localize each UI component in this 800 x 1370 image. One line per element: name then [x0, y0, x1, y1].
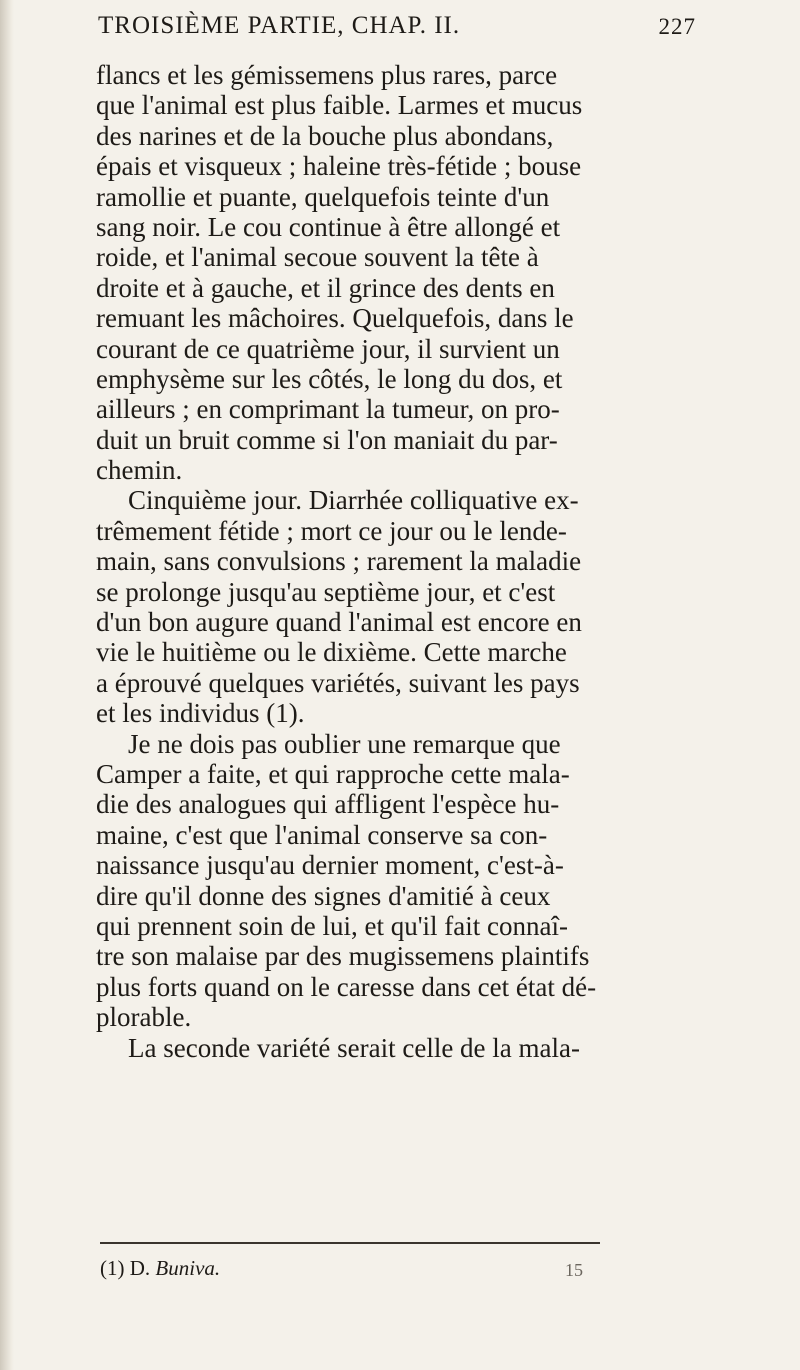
text-line: droite et à gauche, et il grince des dents en: [96, 272, 555, 303]
page-number: 227: [658, 14, 696, 39]
signature-mark: 15: [565, 1260, 583, 1280]
text-line: main, sans convulsions ; rarement la maladie: [96, 546, 582, 577]
text-line: naissance jusqu'au dernier moment, c'est-à-: [96, 850, 564, 881]
chapter-title: TROISIÈME PARTIE, CHAP. II.: [98, 12, 461, 39]
text-line: die des analogues qui affligent l'espèce hu-: [96, 789, 560, 820]
text-line: ramollie et puante, quelquefois teinte d'un: [96, 181, 550, 212]
text-line: se prolonge jusqu'au septième jour, et c'est: [96, 576, 556, 607]
text-line: des narines et de la bouche plus abondans,: [96, 120, 554, 151]
text-line: courant de ce quatrième jour, il survient un: [96, 333, 560, 364]
text-line: Camper a faite, et qui rapproche cette mala-: [96, 758, 570, 789]
footnote-marker: (1) D.: [100, 1256, 151, 1280]
text-line: qui prennent soin de lui, et qu'il fait connaî-: [96, 910, 568, 941]
text-line: flancs et les gémissemens plus rares, parce: [96, 60, 558, 90]
text-line: emphysème sur les côtés, le long du dos, et: [96, 363, 563, 394]
footnote-source: Buniva.: [155, 1256, 221, 1280]
running-head: [98, 12, 696, 48]
text-line: sang noir. Le cou continue à être allongé et: [96, 211, 561, 242]
text-line: a éprouvé quelques variétés, suivant les pays: [96, 667, 580, 698]
text-line: chemin.: [96, 455, 183, 486]
text-line: maine, c'est que l'animal conserve sa con-: [96, 819, 548, 850]
text-line: plus forts quand on le caresse dans cet état dé-: [96, 971, 597, 1002]
text-line: roide, et l'animal secoue souvent la tête à: [96, 242, 539, 273]
binding-edge: [0, 0, 14, 1370]
text-line: Cinquième jour. Diarrhée colliquative ex-: [128, 485, 579, 516]
text-line: dire qu'il donne des signes d'amitié à ceux: [96, 880, 551, 911]
text-line: et les individus (1).: [96, 698, 305, 729]
body-text: [96, 60, 756, 1063]
text-line: duit un bruit comme si l'on maniait du par-: [96, 424, 558, 455]
text-line: tre son malaise par des mugissemens plaintifs: [96, 941, 590, 972]
text-line: vie le huitième ou le dixième. Cette marche: [96, 637, 567, 668]
text-line: ailleurs ; en comprimant la tumeur, on pro-: [96, 394, 560, 425]
text-line: remuant les mâchoires. Quelquefois, dans le: [96, 303, 574, 334]
text-line: trêmement fétide ; mort ce jour ou le lende-: [96, 515, 567, 546]
text-line: Je ne dois pas oublier une remarque que: [128, 728, 561, 759]
text-line: que l'animal est plus faible. Larmes et mucus: [96, 90, 583, 121]
text-line: épais et visqueux ; haleine très-fétide ; bouse: [96, 151, 582, 182]
footnote-rule: [100, 1242, 600, 1244]
text-line: plorable.: [96, 1002, 192, 1033]
text-line: La seconde variété serait celle de la mala-: [128, 1032, 580, 1063]
footnote: [100, 1256, 220, 1281]
text-line: d'un bon augure quand l'animal est encore en: [96, 607, 582, 638]
